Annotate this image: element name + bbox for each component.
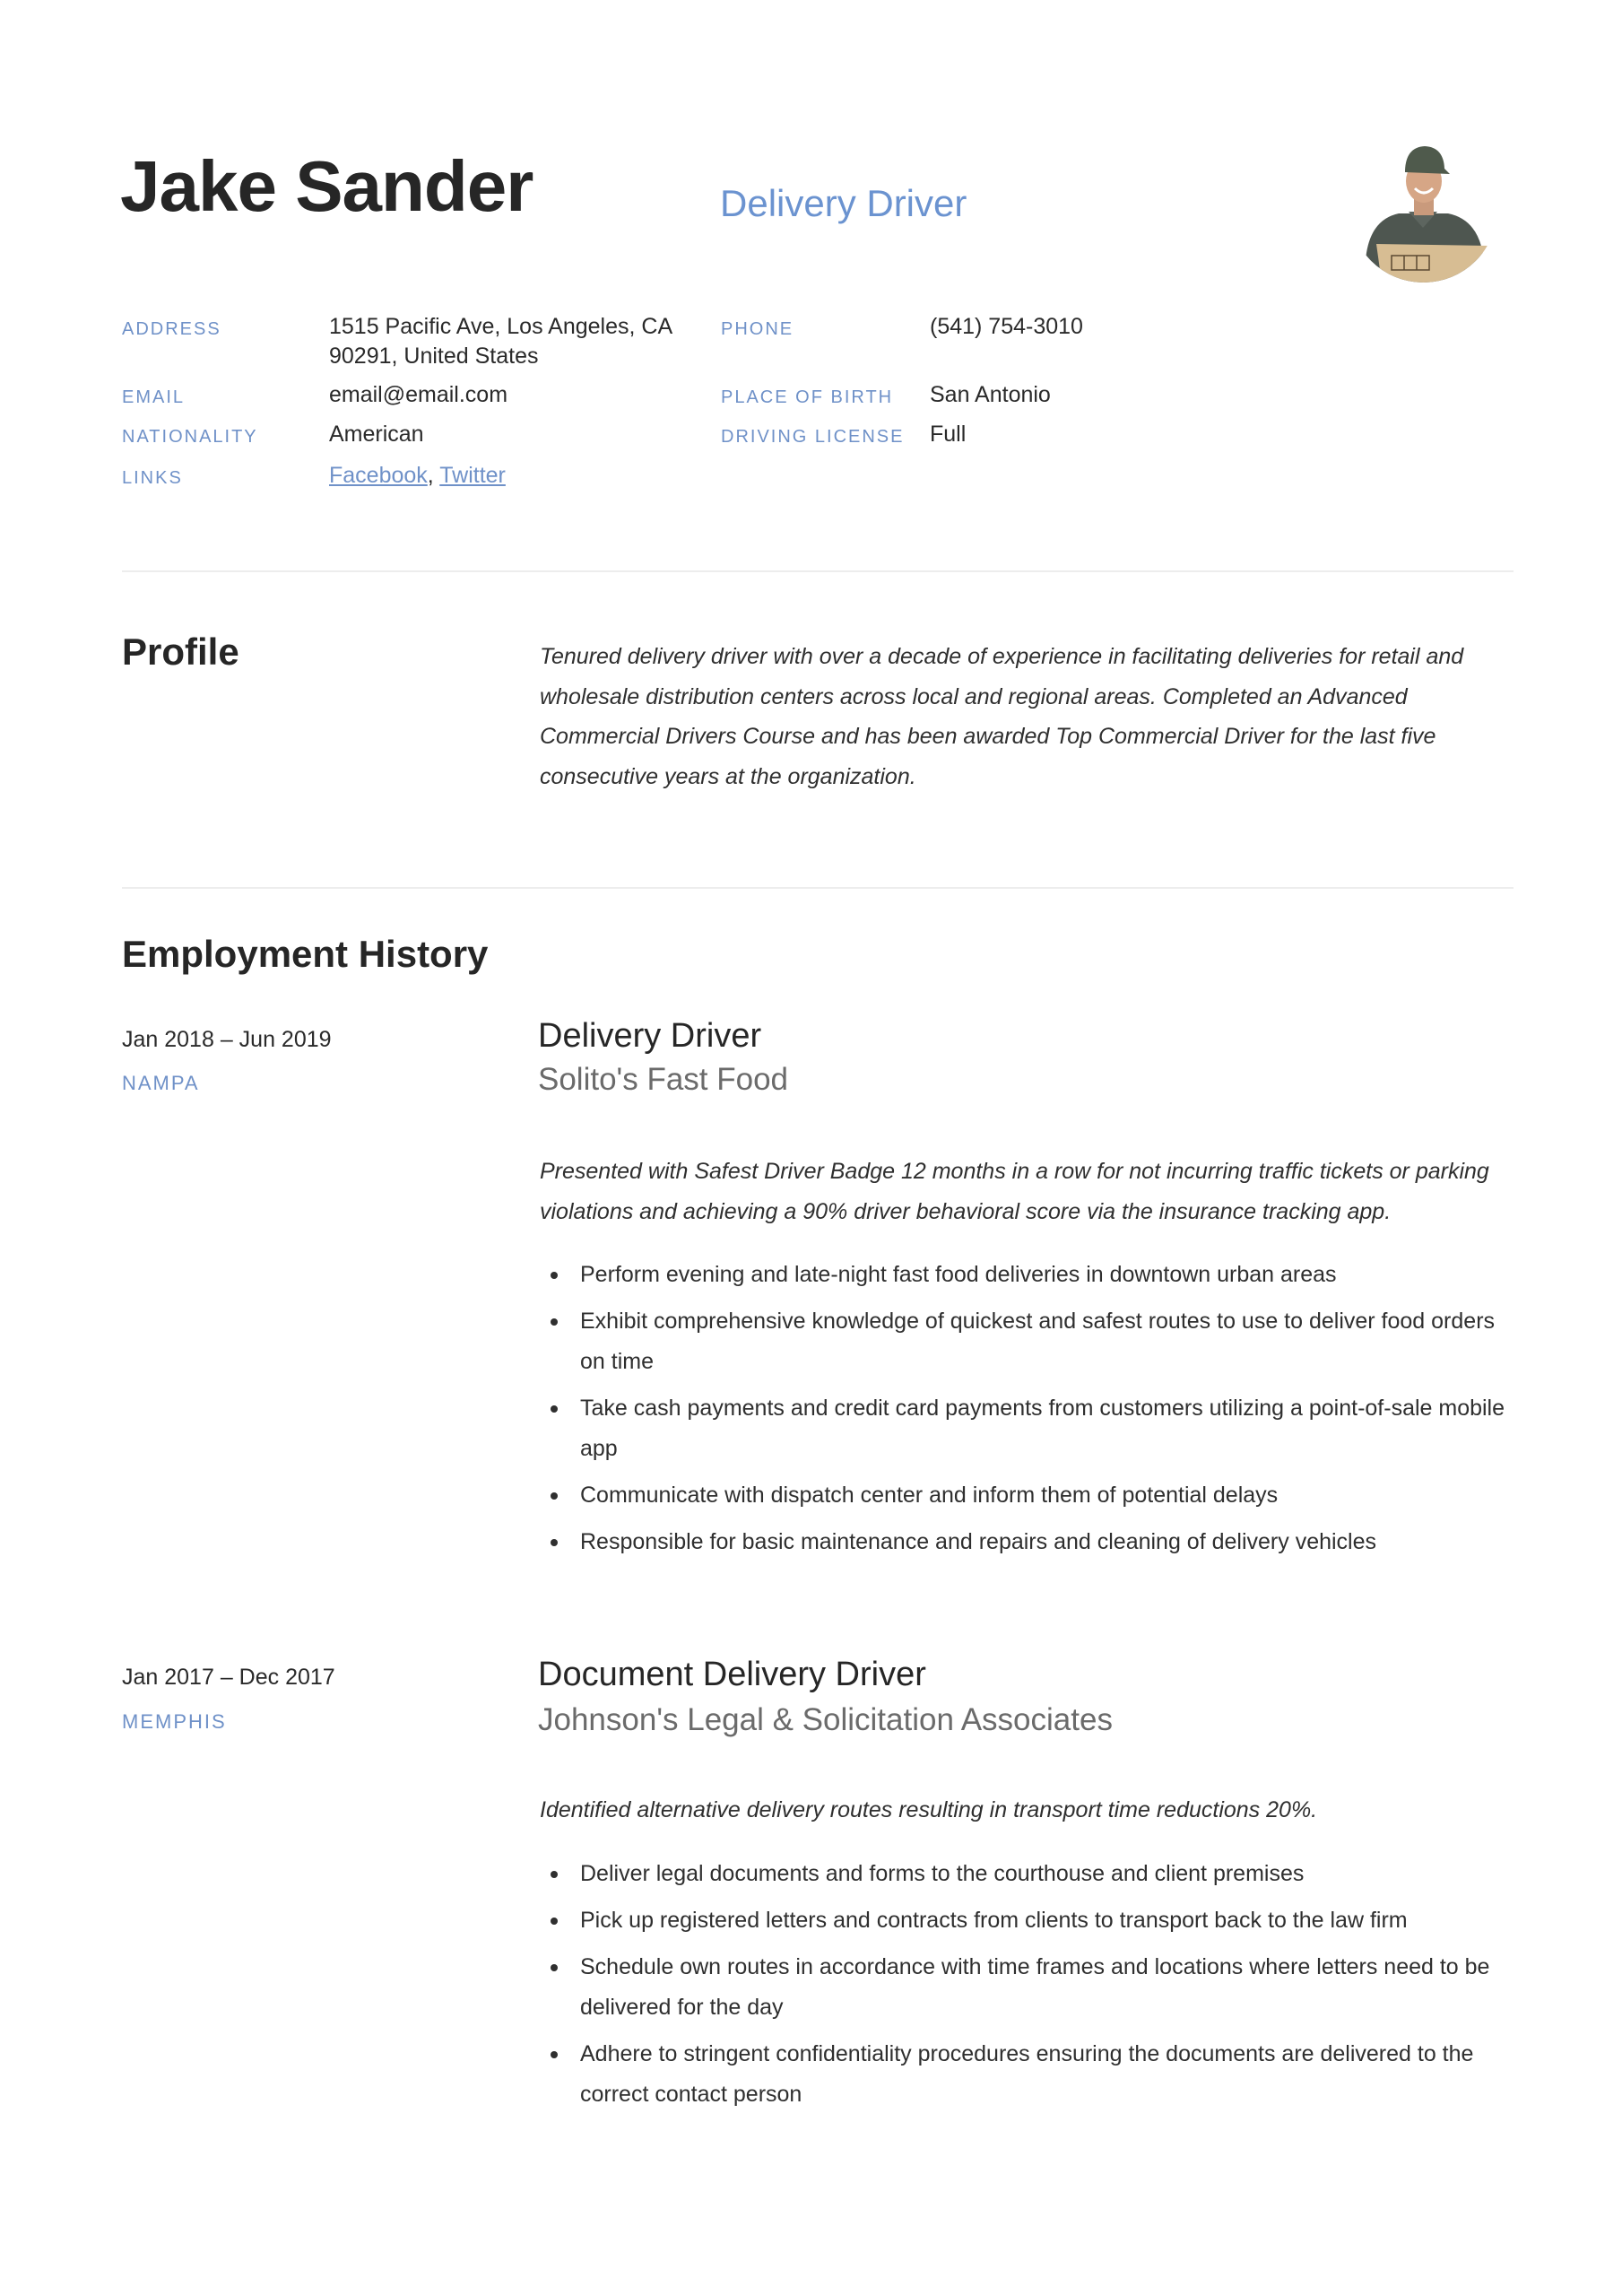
email-label: EMAIL (122, 387, 186, 407)
section-divider (122, 887, 1514, 889)
bullet-icon (551, 1318, 558, 1326)
job-1-bullets (540, 1255, 1517, 1569)
links-value (329, 461, 506, 491)
job-2-bullets (540, 1854, 1517, 2121)
place-of-birth-value: San Antonio (930, 382, 1051, 407)
twitter-link[interactable]: Twitter (439, 463, 506, 488)
job-title: Delivery Driver (720, 182, 967, 224)
phone-value: (541) 754-3010 (930, 314, 1083, 339)
list-item: Take cash payments and credit card payments from customers utilizing a point-of-sale mobile app (540, 1388, 1517, 1469)
candidate-name: Jake Sander (120, 146, 533, 226)
list-item: Exhibit comprehensive knowledge of quickest and safest routes to use to deliver food orders on time (540, 1301, 1517, 1382)
list-item: Responsible for basic maintenance and repairs and cleaning of delivery vehicles (540, 1522, 1517, 1562)
links-separator: , (427, 463, 440, 488)
job-2-city: MEMPHIS (122, 1710, 227, 1733)
links-label: LINKS (122, 468, 183, 488)
profile-photo (1349, 135, 1497, 283)
avatar-icon (1349, 135, 1497, 283)
list-item: Schedule own routes in accordance with time frames and locations where letters need to be delivered for the day (540, 1947, 1517, 2028)
address-label: ADDRESS (122, 319, 221, 339)
job-1-city: NAMPA (122, 1072, 200, 1094)
address-value (329, 312, 672, 371)
job-2-company: Johnson's Legal & Solicitation Associates (538, 1702, 1113, 1737)
driving-license-value: Full (930, 422, 967, 447)
bullet-icon (551, 1492, 558, 1500)
bullet-icon (551, 2051, 558, 2058)
bullet-icon (551, 1918, 558, 1925)
job-2-title: Document Delivery Driver (538, 1656, 926, 1693)
list-item: Pick up registered letters and contracts from clients to transport back to the law firm (540, 1900, 1517, 1941)
job-1-dates: Jan 2018 – Jun 2019 (122, 1027, 332, 1052)
job-2-dates: Jan 2017 – Dec 2017 (122, 1665, 335, 1690)
facebook-link[interactable]: Facebook (329, 463, 428, 488)
employment-heading: Employment History (122, 933, 489, 975)
job-1-title: Delivery Driver (538, 1017, 762, 1055)
bullet-icon (551, 1539, 558, 1546)
driving-license-label: DRIVING LICENSE (721, 427, 905, 447)
list-item: Adhere to stringent confidentiality procedures ensuring the documents are delivered to the correct contact person (540, 2034, 1517, 2115)
job-1-summary: Presented with Safest Driver Badge 12 months in a row for not incurring traffic tickets or parking violations and achieving a 90% driver behavioral score via the insurance tracking app. (540, 1159, 1489, 1224)
nationality-label: NATIONALITY (122, 427, 258, 447)
list-item: Communicate with dispatch center and inform them of potential delays (540, 1475, 1517, 1516)
email-value: email@email.com (329, 382, 508, 407)
list-item: Perform evening and late-night fast food deliveries in downtown urban areas (540, 1255, 1517, 1295)
bullet-icon (551, 1405, 558, 1413)
bullet-icon (551, 1272, 558, 1279)
section-divider (122, 570, 1514, 572)
nationality-value: American (329, 422, 424, 447)
phone-label: PHONE (721, 319, 794, 339)
bullet-icon (551, 1964, 558, 1971)
job-1-company: Solito's Fast Food (538, 1062, 789, 1097)
address-line-2: 90291, United States (329, 344, 539, 369)
place-of-birth-label: PLACE OF BIRTH (721, 387, 894, 407)
profile-heading: Profile (122, 631, 239, 673)
list-item: Deliver legal documents and forms to the courthouse and client premises (540, 1854, 1517, 1894)
job-2-summary: Identified alternative delivery routes resulting in transport time reductions 20%. (540, 1797, 1318, 1822)
address-line-1: 1515 Pacific Ave, Los Angeles, CA (329, 314, 673, 339)
profile-summary: Tenured delivery driver with over a decade of experience in facilitating deliveries for retail and wholesale distribution centers across local and regional areas. Completed an Advanced Commercial Drivers Course and has been awarded Top Commercial Driver for the last five consecutive years at the organization. (540, 644, 1464, 789)
bullet-icon (551, 1871, 558, 1878)
